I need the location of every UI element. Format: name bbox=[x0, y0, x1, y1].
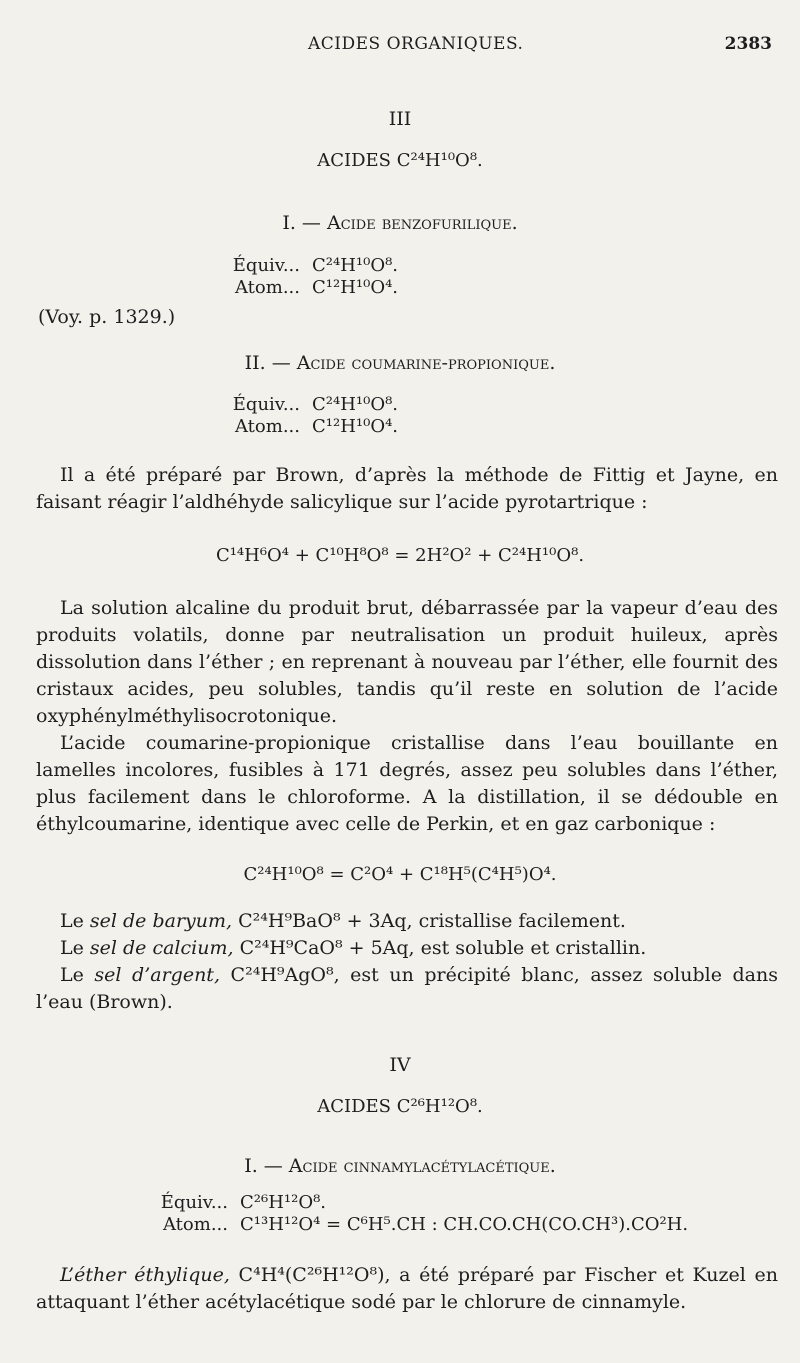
salt-name: sel de baryum, bbox=[89, 910, 233, 932]
equiv-formula: C²⁴H¹⁰O⁸. bbox=[312, 394, 399, 415]
equiv-label: Équiv... bbox=[232, 255, 300, 276]
atom-label: Atom... bbox=[163, 1214, 228, 1235]
paragraph-solution: La solution alcaline du produit brut, débarrassée par la vapeur d’eau des produits volatils, donne par neutralisation un produit huileux, après dissolution dans l’éther ; en reprenant à nouveau par l’éther, elle fournit des cristaux acides, peu solubles, tandis qu’il reste en solution de l’acide oxyphénylméthylisocrotonique. bbox=[36, 597, 778, 727]
paragraph-preparation: Il a été préparé par Brown, d’après la méthode de Fittig et Jayne, en faisant réagir l’aldhéhyde salicylique sur l’acide pyrotartrique : bbox=[36, 464, 778, 513]
running-head bbox=[0, 34, 800, 58]
ether-name: L’éther éthylique, bbox=[60, 1264, 230, 1286]
salt-name: sel d’argent, bbox=[94, 964, 220, 986]
cross-reference: (Voy. p. 1329.) bbox=[38, 306, 176, 328]
section-numeral-iii: III bbox=[388, 108, 412, 130]
atom-formula: C¹²H¹⁰O⁴. bbox=[312, 277, 399, 298]
running-title: ACIDES ORGANIQUES. bbox=[308, 34, 524, 54]
formula-block-coumarine bbox=[204, 394, 398, 438]
acid-title-coumarine-propionique: II. — Acide coumarine-propionique. bbox=[244, 352, 556, 374]
equation-synthesis: C¹⁴H⁶O⁴ + C¹⁰H⁸O⁸ = 2H²O² + C²⁴H¹⁰O⁸. bbox=[215, 545, 585, 566]
equiv-label: Équiv... bbox=[232, 394, 300, 415]
atom-label: Atom... bbox=[235, 416, 300, 437]
section-heading-iv: ACIDES C²⁶H¹²O⁸. bbox=[317, 1096, 483, 1117]
section-heading-iii: ACIDES C²⁴H¹⁰O⁸. bbox=[317, 150, 483, 171]
atom-label: Atom... bbox=[235, 277, 300, 298]
salt-calcium: Le sel de calcium, C²⁴H⁹CaO⁸ + 5Aq, est soluble et cristallin. bbox=[60, 937, 647, 959]
equation-decomposition: C²⁴H¹⁰O⁸ = C²O⁴ + C¹⁸H⁵(C⁴H⁵)O⁴. bbox=[243, 864, 557, 885]
section-numeral-iv: IV bbox=[389, 1054, 411, 1076]
salt-name: sel de calcium, bbox=[89, 937, 234, 959]
equiv-formula: C²⁶H¹²O⁸. bbox=[240, 1192, 327, 1213]
paragraph-ether: L’éther éthylique, C⁴H⁴(C²⁶H¹²O⁸), a été préparé par Fischer et Kuzel en attaquant l’éther acétylacétique sodé par le chlorure de cinnamyle. bbox=[36, 1264, 778, 1313]
formula-block-cinnamyl bbox=[132, 1192, 688, 1236]
salt-barium: Le sel de baryum, C²⁴H⁹BaO⁸ + 3Aq, cristallise facilement. bbox=[60, 910, 626, 932]
equiv-formula: C²⁴H¹⁰O⁸. bbox=[312, 255, 399, 276]
formula-block-benzofurilique bbox=[204, 255, 398, 299]
acid-title-benzofurilique: I. — Acide benzofurilique. bbox=[282, 212, 518, 234]
atom-formula: C¹²H¹⁰O⁴. bbox=[312, 416, 399, 437]
equiv-label: Équiv... bbox=[160, 1192, 228, 1213]
salts-list bbox=[36, 908, 778, 1016]
acid-title-cinnamylacetylacetique: I. — Acide cinnamylacétylacétique. bbox=[244, 1155, 556, 1177]
salt-silver: Le sel d’argent, C²⁴H⁹AgO⁸, est un précipité blanc, assez soluble dans l’eau (Brown). bbox=[36, 964, 778, 1013]
atom-formula: C¹³H¹²O⁴ = C⁶H⁵.CH : CH.CO.CH(CO.CH³).CO²H. bbox=[240, 1214, 689, 1235]
page-number: 2383 bbox=[724, 34, 772, 54]
paragraph-properties: L’acide coumarine-propionique cristallise dans l’eau bouillante en lamelles incolores, fusibles à 171 degrés, assez peu solubles dans l’éther, plus facilement dans le chloroforme. A la distillation, il se dédouble en éthylcoumarine, identique avec celle de Perkin, et en gaz carbonique : bbox=[36, 732, 778, 835]
